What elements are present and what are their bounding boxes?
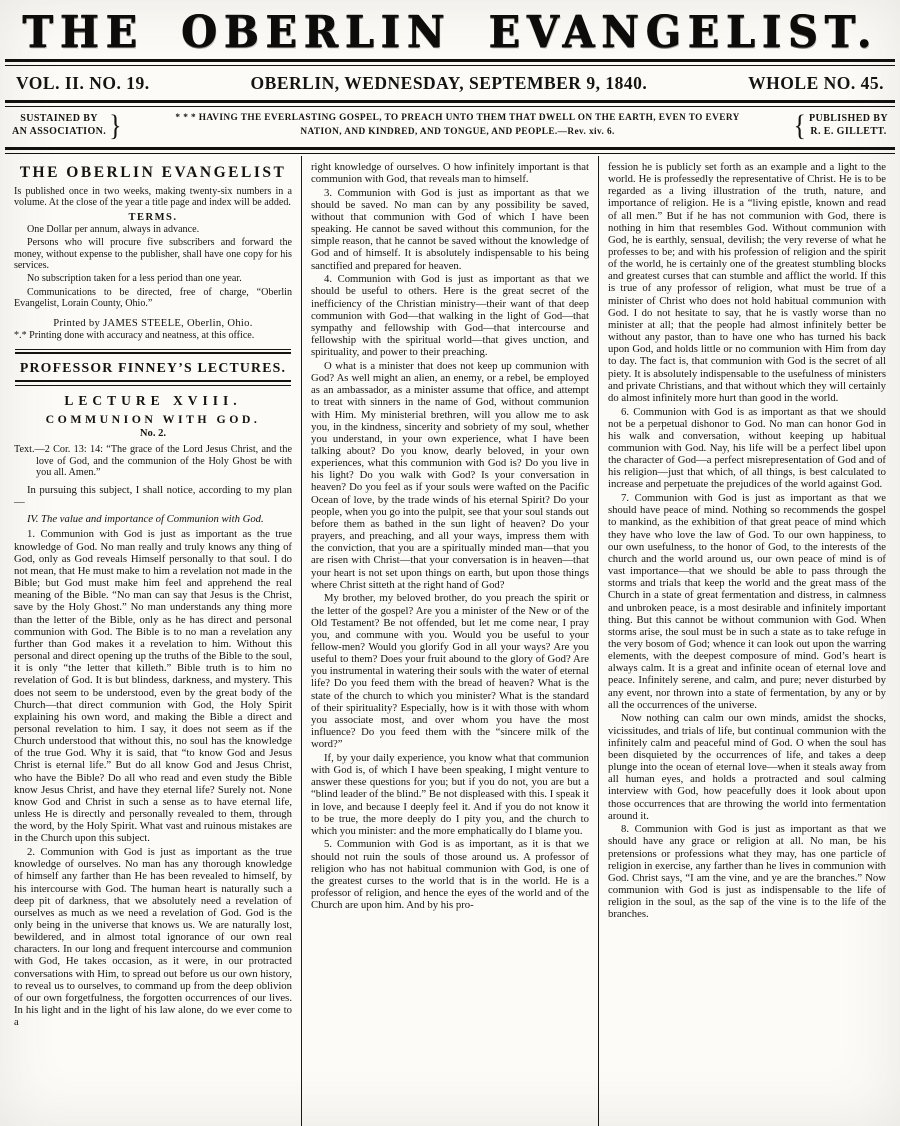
divider-rule (5, 100, 895, 107)
sustained-by-line2: AN ASSOCIATION. (12, 125, 107, 137)
sustained-by-line1: SUSTAINED BY (20, 113, 98, 125)
newspaper-title: THE OBERLIN EVANGELIST. (22, 6, 878, 58)
scripture-text-reference: Text.—2 Cor. 13: 14: “The grace of the Lord Jesus Christ, and the love of God, and the communion of the Holy Ghost be with you all. Amen.” (14, 443, 292, 479)
terms-item: One Dollar per annum, always in advance. (27, 224, 200, 236)
sustained-by-block (12, 108, 122, 143)
lecture-paragraph: fession he is publicly set forth as an example and a light to the world. He is professedly the representative of Christ. He is to be regarded as a living illustration of the truth, nature, and importance of religion. He is a “living epistle, known and read of all men.” But if he has not communion with God, there is nothing in him that resembles God. Without communion with God, he is earthly, sensual, devilish; the very reverse of what he professes to be; and with his profession of religion and the spirit of the world, he is certainly one of the greatest stumbling blocks and greatest curses that can stumble and afflict the world. If this is true of any professor of religion, what must be true of a minister of Christ who does not hold habitual communion with God. I do not hesitate to say, that he is vastly worse than no minister at all; that the people had almost infinitely better be without any pastor, than to have one who has turned his back upon God, and holds little or no communion with Him from day to day. The fact is, that communion with God is the secret of all piety. It is absolutely indispensable to the usefulness of ministers and private Christians, and that without which they will certainly do almost infinitely more hurt than good in the world. (608, 160, 886, 404)
lecture-paragraph: If, by your daily experience, you know what that communion with God is, of which I have been speaking, I might venture to answer these questions for you; but if you do not, you are but a “blind leader of the blind.” Be not displeased with this. I speak it in love, and because I deeply feel it. And if you do not know it to be true, the more deeply do I pity you, and the church to which you minister: and the more emphatically do I blame you. (311, 751, 589, 837)
lecture-title: LECTURE XVIII. (64, 392, 242, 408)
motto-row (0, 109, 900, 145)
lecture-paragraph: 2. Communion with God is just as important as the true knowledge of ourselves. No man has any thorough knowledge of himself any farther than He has been revealed to himself, by his intercourse with God. The human heart is naturally such a deep pit of darkness, that we absolutely need a revelation of ourselves as much as we need a revelation of God. God is the only being in the universe that knows us. We are naturally lost, bewildered, and in almost total ignorance of our own real characters. In our long and frequent intercourse and communion with God, He takes occasion, as it were, in our protracted conversations with Him, to spread out before us our own history, to reveal us to ourselves, to command up from the deep oblivion of our own forgetfulness, the forgotten occurrences of our lives. In his light and in the light of his law alone, do we ever come to a (14, 846, 292, 1029)
lecture-paragraph: right knowledge of ourselves. O how infinitely important is that communion with God, that reveals man to himself. (311, 160, 589, 186)
whole-number: WHOLE NO. 45. (748, 73, 884, 93)
lecture-plan-item: IV. The value and importance of Communion with God. (27, 513, 264, 526)
dateline: OBERLIN, WEDNESDAY, SEPTEMBER 9, 1840. (250, 73, 648, 93)
lectures-section-heading: PROFESSOR FINNEY’S LECTURES. (19, 360, 287, 376)
lecture-paragraph: 7. Communion with God is just as important as that we should have peace of mind. Nothing so recommends the gospel to mankind, as the exhibition of that great peace of mind which they have who love the law of God. To our own happiness, to our own usefulness, to the honor of God, to the interests of the church and the world around us, our own peace of mind is of vast importance—that we should be able to pass through the storms and trials that keep the world and the great mass of the Church in a state of great fermentation and distress, in calmness and unbroken peace, is a most desirable and infinitely important thing. But this cannot be without communion with God. When storms arise, the soul must be in such a state as to take refuge in the very bosom of God; whence it can look out upon the warring elements, with the deepest composure of mind. God’s heart is always calm. It is a great and infinite ocean of eternal love and peace. Infinitely serene, and calm, and pure; never disturbed by any event, nor thrown into a state of fermentation, by any or by all the occurrences of the universe. (608, 492, 886, 711)
volume-number: VOL. II. NO. 19. (16, 73, 150, 93)
published-by-block (793, 108, 888, 143)
lecture-number: No. 2. (139, 427, 167, 439)
right-brace-icon: } (109, 108, 122, 143)
lecture-paragraph: 1. Communion with God is just as important as the true knowledge of God. No man really and truly knows any thing of God, only as God reveals Himself personally to that soul. I do not mean, that He must make to him a revelation not made in the Bible; but God must make him feel and apprehend the real meaning of the Bible. “No man can say that Jesus is the Christ, save by the Holy Ghost.” No man understands any thing more than the letter of the Bible, only as he has direct and personal communion with God. The Bible is to no man a revelation any further than God makes it a revelation to him. Without this personal and direct opening up the truths of the Bible to the soul, it is only “the letter that killeth.” Bible truth is to him no revelation of God. It is but blindess, darkness, and mystery. This does not seem to be understood, even by the great body of the Church—that direct communion with God, the Holy Spirit explaining his own word, and making the Bible a direct and personal revelation to him. I say, it does not seem as if the Church understood that without this, no soul has the knowledge of the true God. Why it is said, that “to know God and Jesus Christ is eternal life.” But do all know God and Jesus Christ, who have the Bible? Do all who read and even study the Bible know Jesus Christ, and have they eternal life? Surely not. None know God and Christ in such a sense as to have eternal life, unless He is directly and personally revealed to them, through the word, by the Holy Spirit. What vast and ruinous mistakes are in the Church upon this subject. (14, 528, 292, 845)
lecture-paragraph: In pursuing this subject, I shall notice, according to my plan— (14, 484, 292, 509)
published-by-line1: PUBLISHED BY (809, 113, 888, 125)
lecture-paragraph: O what is a minister that does not keep up communion with God? As well might an alien, an enemy, or a rebel, be employed as an ambassador, as a minister assume that office, and attempt to treat with sinners in the name of God, without communion with Him. My ministerial brethren, will you allow me to ask you, in the kindness, sincerity and sobriety of my soul, whether you understand, in your own experience, what I have been talking about? Do you know, dearly beloved, in your own experiences, what this communion with God is? Do you live in his light? Do you walk with God? Is your conversation in heaven? Do you feel as if your souls were wafted on the Pacific Ocean of love, by the trade winds of his eternal Spirit? Do your people, when you go into the pulpit, see that your soul stands out before them as bathed in the sun light of heaven? Do your prayers, and preaching, and all your ways, impress them with the conviction, that you are a spiritually minded man—that you are risen with Christ—that your conversation is in heaven—that your heart is not set upon things on earth, but upon those things where Christ sitteth at the right hand of God? (311, 359, 589, 591)
column-3 (598, 156, 895, 1126)
lecture-paragraph: 3. Communion with God is just as important as that we should be saved. No man can by any possibility be saved, without that communion with God of which I have been speaking. He cannot be saved without this communion, for the simple reason, that he cannot be saved without the knowledge of God and of himself. It is absolutely indispensable to his being sanctified and prepared for heaven. (311, 186, 589, 272)
lecture-paragraph: Now nothing can calm our own minds, amidst the shocks, vicissitudes, and trials of life, but continual communion with the infinitely calm and peaceful mind of God. O when the soul has been disquieted by the occurrences of life, and takes a deep plunge into the ocean of eternal love—when it steals away from all human eyes, and holds a protracted and soul calming interview with God, how peacefully does it look about upon those occurrences that are throwing the world into fermentation around it. (608, 712, 886, 822)
published-by-text (809, 113, 888, 138)
terms-item: Persons who will procure five subscribers and forward the money, without expense to the publisher, shall have one copy for his services. (14, 237, 292, 272)
article-columns (5, 156, 895, 1126)
terms-heading: TERMS. (128, 212, 178, 224)
lecture-subtitle: COMMUNION WITH GOD. (45, 411, 261, 426)
printer-note: *.* Printing done with accuracy and neatness, at this office. (14, 330, 255, 342)
lecture-paragraph: 4. Communion with God is just as important as that we should be useful to others. Here is the great secret of the inefficiency of the Christian ministry—their want of that deep communion with God—that walking in the light of God—that sympathy and fellowship with God—that intercourse and fellowship with the spiritual world—that gives unction, and spirituality, and power to their preaching. (311, 273, 589, 359)
lecture-paragraph: 8. Communion with God is just as important as that we should have any grace or religion at all. No man, be his pretensions or professions what they may, has one particle of religion in exercise, any farther than he lives in communion with God. Christ says, “I am the vine, and ye are the branches.” Now communion with God is just as indispensable to the life of religion in the soul, as the sap of the vine is to the life of the branches. (608, 823, 886, 921)
lecture-paragraph: 6. Communion with God is as important as that we should not be a perpetual dishonor to God. No man can honor God in his walk and conversation, without keeping up habitual communion with God. Nay, his life will be a perfect libel upon the character of God—a perfect misrepresentation of God and of his religion—just that which, of all things, is best calculated to increase and perpetuate the prejudices of the world against God. (608, 405, 886, 491)
printer-line: Printed by JAMES STEELE, Oberlin, Ohio. (53, 317, 253, 329)
masthead (0, 0, 900, 154)
column-2 (301, 156, 598, 1126)
issue-info-row (0, 68, 900, 98)
prospectus-heading: THE OBERLIN EVANGELIST (19, 163, 287, 181)
lecture-paragraph: 5. Communion with God is as important, as it is that we should not ruin the souls of those around us. A professor of religion who has not habitual communion with God, is one of the greatest curses to the world that is in the world. He is a professor of religion, and hence the eyes of the world and of the Church are upon him. And by his pro- (311, 838, 589, 912)
terms-item: Communications to be directed, free of charge, “Oberlin Evangelist, Lorain County, Ohio.” (14, 286, 292, 310)
published-by-line2: R. E. GILLETT. (810, 125, 887, 137)
prospectus-intro: Is published once in two weeks, making twenty-six numbers in a volume. At the close of the year a title page and index will be added. (14, 185, 292, 209)
prospectus-block (14, 164, 292, 342)
terms-item: No subscription taken for a less period than one year. (27, 273, 242, 285)
left-brace-icon: { (793, 108, 806, 143)
section-divider-rule (15, 380, 291, 386)
divider-rule (5, 147, 895, 154)
lecture-paragraph: My brother, my beloved brother, do you preach the spirit or the letter of the gospel? Are you a minister of the New or of the Old Testament? Be not offended, but let me come near, I pray you, and commune with you. Would you be useful to your fellow-men? Would you glorify God in all your ways? Are you useful to them? Does your fruit abound to the glory of God? Are you instrumental in watering their souls with the water of eternal life? Do you feed them with the bread of heaven? What is the state of the church to which you minister? What is the standard of their spirituality? Especially, how is it with those with whom you associate most, and over whom you have the most influence? Do you feed them with the “sincere milk of the word?” (311, 592, 589, 751)
scripture-motto: * * * HAVING THE EVERLASTING GOSPEL, TO PREACH UNTO THEM THAT DWELL ON THE EARTH, EVEN TO EVERY NATION, AND KINDRED, AND TONGUE, AND PEOPLE.—Rev. xiv. 6. (175, 113, 740, 137)
sustained-by-text (12, 113, 106, 138)
divider-rule (5, 59, 895, 66)
section-divider-rule (15, 349, 291, 355)
column-1 (5, 156, 301, 1126)
